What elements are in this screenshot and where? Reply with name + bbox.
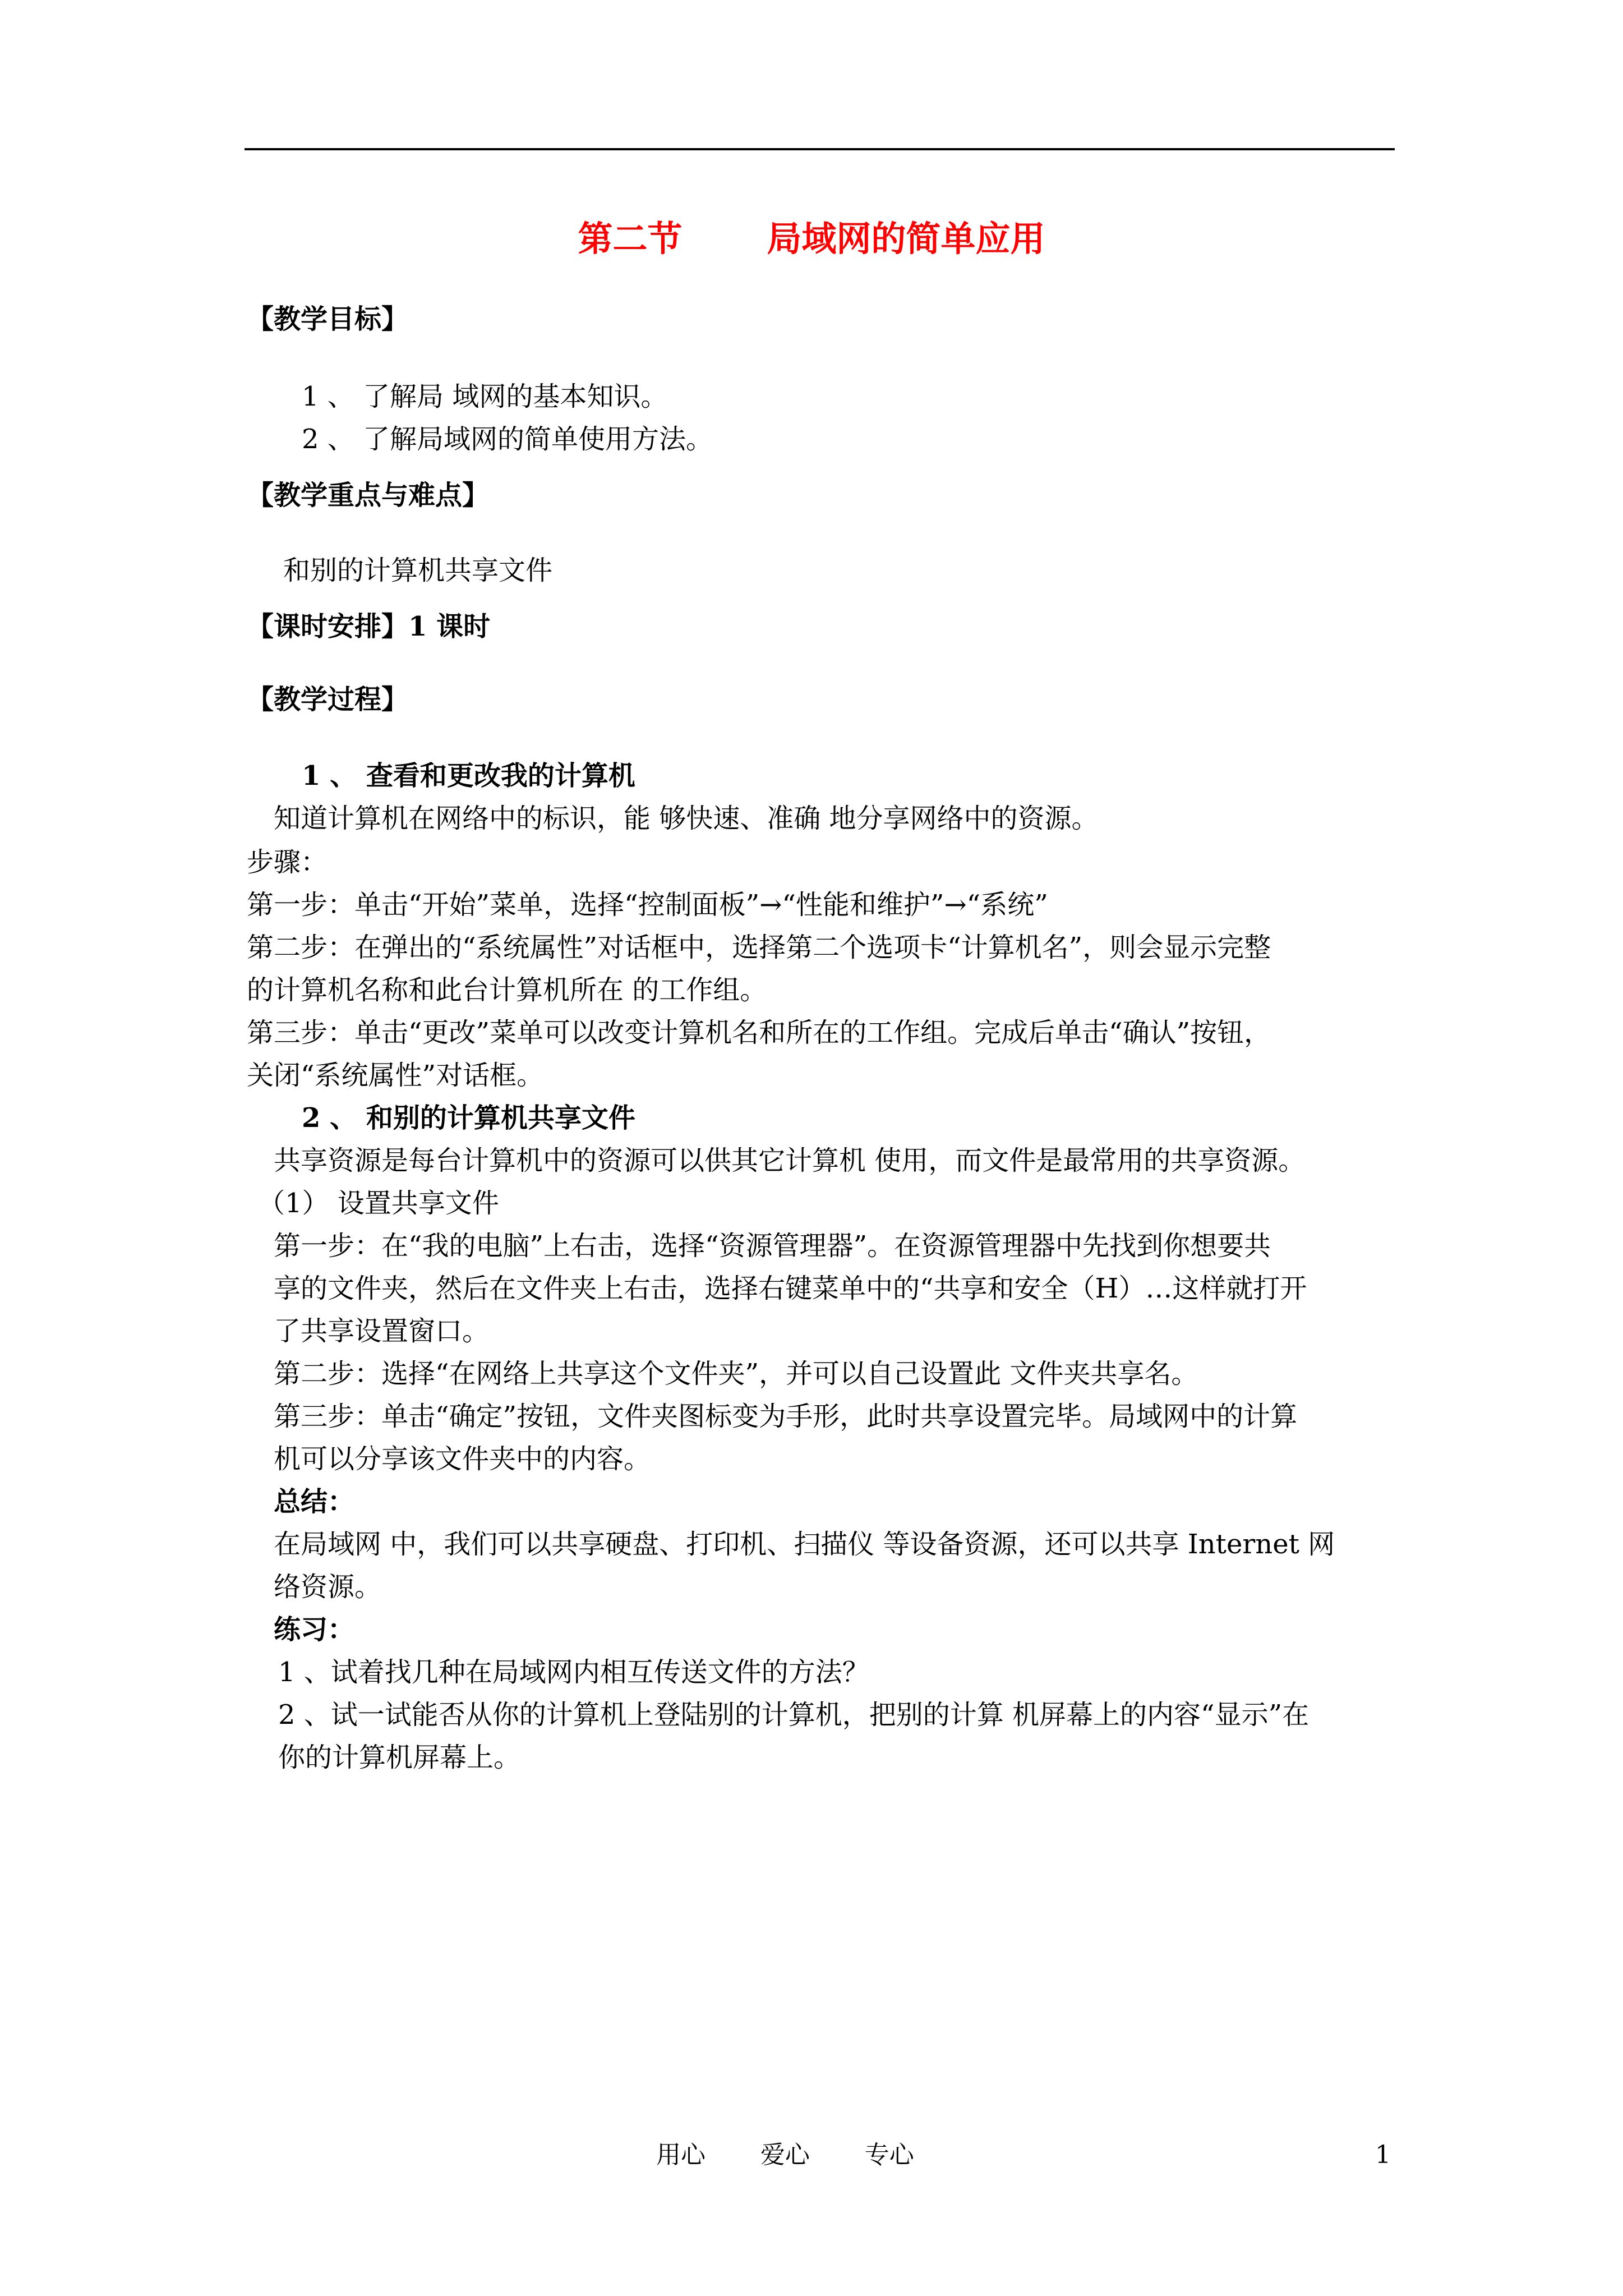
part1-step2-a: 第二步：在弹出的“系统属性”对话框中，选择第二个选项卡“计算机名”，则会显示完整 bbox=[247, 932, 1271, 963]
page-number: 1 bbox=[1375, 2141, 1391, 2169]
summary-text-a: 在局域网 中，我们可以共享硬盘、打印机、扫描仪 等设备资源，还可以共享 Internet 网 bbox=[274, 1529, 1335, 1560]
part2-step1-a: 第一步：在“我的电脑”上右击，选择“资源管理器”。在资源管理器中先找到你想要共 bbox=[274, 1230, 1271, 1262]
page-title: 第二节 局域网的简单应用 bbox=[578, 218, 1045, 259]
part2-step3-a: 第三步：单击“确定”按钮，文件夹图标变为手形，此时共享设置完毕。局域网中的计算 bbox=[274, 1401, 1298, 1432]
part1-step1: 第一步：单击“开始”菜单，选择“控制面板”→“性能和维护”→“系统” bbox=[247, 889, 1048, 921]
schedule-line bbox=[247, 609, 490, 644]
objective-2: 2 、 了解局域网的简单使用方法。 bbox=[302, 424, 713, 455]
process-heading: 【教学过程】 bbox=[247, 684, 409, 715]
part1-step3-b: 关闭“系统属性”对话框。 bbox=[247, 1060, 544, 1091]
summary-heading: 总结： bbox=[274, 1486, 355, 1517]
part2-heading: 2 、 和别的计算机共享文件 bbox=[302, 1102, 635, 1134]
part2-step1-b: 享的文件夹，然后在文件夹上右击，选择右键菜单中的“共享和安全（H）…这样就打开 bbox=[274, 1273, 1307, 1304]
part1-intro: 知道计算机在网络中的标识，能 够快速、准确 地分享网络中的资源。 bbox=[274, 803, 1099, 834]
schedule-heading: 【课时安排】 bbox=[247, 611, 409, 642]
header-rule bbox=[245, 148, 1395, 150]
part2-sub-heading: （1） 设置共享文件 bbox=[258, 1188, 499, 1219]
key-points-heading: 【教学重点与难点】 bbox=[247, 480, 490, 511]
part2-step3-b: 机可以分享该文件夹中的内容。 bbox=[274, 1443, 651, 1475]
part1-step2-b: 的计算机名称和此台计算机所在 的工作组。 bbox=[247, 974, 767, 1006]
exercise-item-1: 1 、试着找几种在局域网内相互传送文件的方法？ bbox=[278, 1657, 869, 1688]
part1-step3-a: 第三步：单击“更改”菜单可以改变计算机名和所在的工作组。完成后单击“确认”按钮， bbox=[247, 1017, 1271, 1048]
exercise-item-2-a: 2 、试一试能否从你的计算机上登陆别的计算机，把别的计算 机屏幕上的内容“显示”在 bbox=[278, 1699, 1310, 1731]
part2-step2: 第二步：选择“在网络上共享这个文件夹”，并可以自己设置此 文件夹共享名。 bbox=[274, 1358, 1198, 1389]
objectives-heading: 【教学目标】 bbox=[247, 303, 409, 335]
schedule-value: 1 课时 bbox=[408, 611, 491, 642]
key-points-text: 和别的计算机共享文件 bbox=[283, 555, 553, 586]
objective-1: 1 、 了解局 域网的基本知识。 bbox=[302, 381, 668, 412]
exercise-item-2-b: 你的计算机屏幕上。 bbox=[278, 1742, 521, 1773]
summary-text-b: 络资源。 bbox=[274, 1571, 382, 1603]
part1-heading: 1 、 查看和更改我的计算机 bbox=[302, 760, 635, 792]
part2-intro: 共享资源是每台计算机中的资源可以供其它计算机 使用，而文件是最常用的共享资源。 bbox=[274, 1145, 1306, 1176]
steps-label: 步骤： bbox=[247, 846, 328, 878]
footer-motto: 用心 爱心 专心 bbox=[656, 2141, 914, 2169]
part2-step1-c: 了共享设置窗口。 bbox=[274, 1315, 490, 1347]
exercise-heading: 练习： bbox=[274, 1614, 355, 1645]
